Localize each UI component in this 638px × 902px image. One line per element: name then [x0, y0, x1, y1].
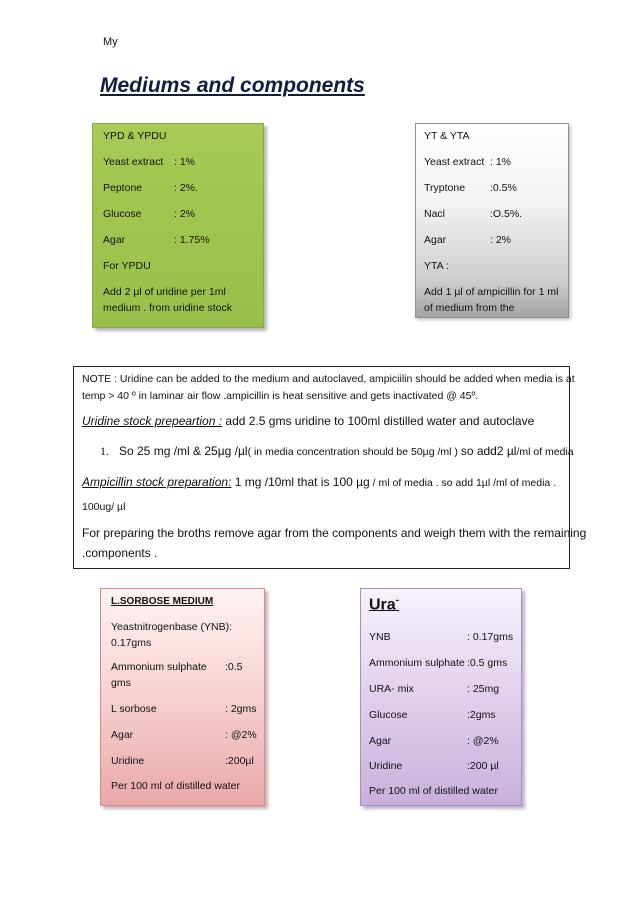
sorbose-row-name: Uridine	[111, 755, 145, 767]
ura-row-name: Uridine	[369, 760, 403, 772]
ypd-note-line: medium . from uridine stock	[103, 302, 232, 314]
yt-row-name: Yeast extract	[424, 156, 485, 168]
yt-row-name: Tryptone	[424, 182, 466, 194]
concentration-text: So 25 mg /ml & 25µg /µl	[119, 444, 248, 458]
yt-row-value: : 1%	[490, 156, 512, 168]
page-header: My	[103, 36, 118, 48]
uridine-stock-line	[82, 414, 534, 428]
ampicillin-stock-text: 1 mg /10ml that is 100 µg	[231, 475, 370, 489]
yt-row-name: Agar	[424, 234, 447, 246]
yt-row-value: : 2%	[490, 234, 512, 246]
ura-title	[369, 595, 399, 614]
ypd-row-name: Agar	[103, 234, 126, 246]
yt-title: YT & YTA	[424, 130, 470, 142]
sorbose-row-name: L sorbose	[111, 703, 157, 715]
ura-row-name: Ammonium sulphate	[369, 657, 465, 669]
ura-row-name: Agar	[369, 735, 392, 747]
ura-title-text: Ura	[369, 596, 396, 614]
broth-line: For preparing the broths remove agar from the components and weigh them with the remaining	[82, 526, 587, 540]
ura-row-name: Glucose	[369, 709, 408, 721]
sorbose-footer: Per 100 ml of distilled water	[111, 780, 240, 792]
ampicillin-stock-tail: / ml of media . so add 1µl /ml of media .	[369, 477, 557, 489]
yt-yta-label: YTA :	[424, 260, 449, 272]
ypd-row-name: Peptone	[103, 182, 143, 194]
list-number: 1.	[100, 444, 109, 458]
broth-line: .components .	[82, 546, 158, 560]
uridine-stock-text: add 2.5 gms uridine to 100ml distilled water and autoclave	[222, 414, 535, 428]
ura-row-value: : @2%	[467, 735, 499, 747]
concentration-tail: /ml of media	[516, 446, 574, 458]
ypd-row-name: Glucose	[103, 208, 142, 220]
ypd-row-name: Yeast extract	[103, 156, 164, 168]
ypd-row-value: : 1%	[174, 156, 196, 168]
ura-row-name: URA- mix	[369, 683, 414, 695]
ura-box	[360, 588, 522, 806]
ura-row-name: YNB	[369, 631, 391, 643]
ura-title-sup: -	[395, 595, 400, 606]
sorbose-title: L.SORBOSE MEDIUM	[111, 596, 214, 607]
yt-row-value: :O.5%.	[490, 208, 523, 220]
note-line: NOTE : Uridine can be added to the medium and autoclaved, ampiciilin should be added when media is at	[82, 373, 575, 385]
sorbose-row-name: Ammonium sulphate	[111, 661, 207, 673]
note-box	[73, 366, 587, 569]
yt-note-line: Add 1 µl of ampicillin for 1 ml	[424, 286, 559, 298]
yt-box	[415, 123, 569, 318]
ypd-title: YPD & YPDU	[103, 130, 167, 142]
ypd-row-value: : 2%.	[174, 182, 198, 194]
sorbose-row-value: : 2gms	[225, 703, 257, 715]
ampicillin-stock-line	[82, 475, 556, 489]
ypd-note-line: Add 2 µl of uridine per 1ml	[103, 286, 226, 298]
concentration-line	[100, 444, 574, 459]
yt-row-value: :0.5%	[490, 182, 517, 194]
yt-row-name: Nacl	[424, 208, 446, 220]
sorbose-ynb-line: Yeastnitrogenbase (YNB):	[111, 621, 233, 633]
uridine-stock-label: Uridine stock prepeartion :	[82, 414, 223, 428]
ypd-row-value: : 1.75%	[174, 234, 210, 246]
concentration-note: ( in media concentration should be 50µg /ml )	[247, 446, 461, 458]
note-line: temp > 40 º in laminar air flow .ampicillin is heat sensitive and gets inactivated @ 45º.	[82, 390, 479, 402]
ura-footer: Per 100 ml of distilled water	[369, 785, 498, 797]
ypd-row-value: : 2%	[174, 208, 196, 220]
ypd-for-ypdu: For YPDU	[103, 260, 151, 272]
ura-row-value: : 25mg	[467, 683, 500, 695]
sorbose-row-value: :200µl	[225, 755, 254, 767]
sorbose-box	[100, 588, 265, 806]
ura-row-value: :0.5 gms	[467, 657, 508, 669]
ura-row-value: :2gms	[467, 709, 496, 721]
stock-concentration: 100ug/ µl	[82, 501, 126, 513]
sorbose-row-name: Agar	[111, 729, 134, 741]
sorbose-row-unit: gms	[111, 677, 131, 689]
sorbose-ynb-value: 0.17gms	[111, 637, 152, 649]
concentration-add: so add2 µl	[460, 444, 517, 458]
yt-note-line: of medium from the	[424, 302, 515, 314]
sorbose-row-value: : @2%	[225, 729, 257, 741]
ypd-box	[92, 123, 264, 328]
ura-row-value: : 0.17gms	[467, 631, 514, 643]
sorbose-row-value: :0.5	[225, 661, 243, 673]
page-title: Mediums and components	[100, 74, 365, 97]
ampicillin-stock-label: Ampicillin stock preparation:	[82, 475, 232, 489]
ura-row-value: :200 µl	[467, 760, 499, 772]
